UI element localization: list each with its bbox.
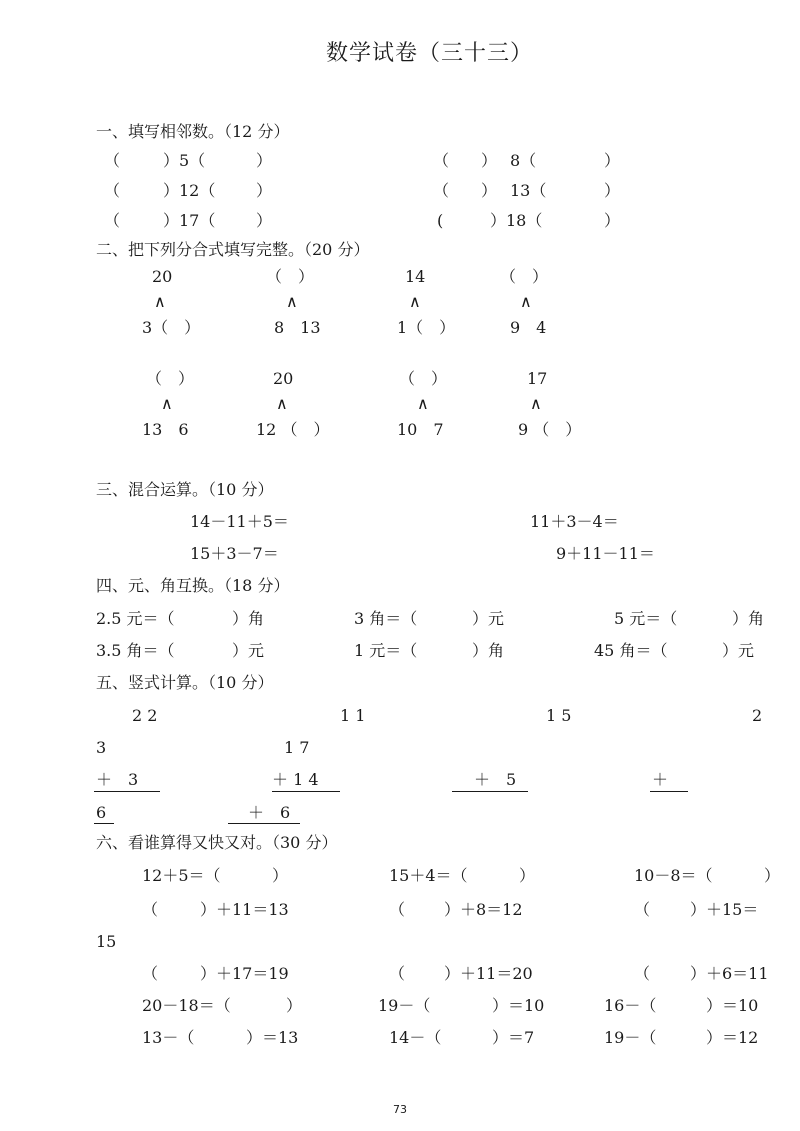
blank-open[interactable]: （	[104, 211, 121, 230]
section-1-heading: 一、填写相邻数。（12 分）	[96, 122, 290, 141]
blank-open[interactable]: (	[437, 211, 444, 230]
blank-open[interactable]: （	[104, 181, 121, 200]
equation-left: 12＋5＝（	[142, 866, 221, 885]
vertical-digits: 2 2	[132, 706, 158, 725]
decomp-bottom: 9 4	[510, 318, 547, 337]
blank-open[interactable]: （	[433, 151, 450, 170]
mixed-expression[interactable]: 15＋3－7＝	[190, 544, 279, 563]
conversion-left: 2.5 元＝（	[96, 609, 175, 628]
split-wedge-icon: ∧	[417, 394, 429, 413]
equation-right[interactable]: ）＝10	[492, 996, 545, 1015]
vertical-digits: 2	[752, 706, 763, 725]
decomp-bottom[interactable]: 1（ ）	[397, 318, 456, 337]
equation-right: ）＋6＝11	[690, 964, 769, 983]
equation-right[interactable]: ）＝7	[492, 1028, 535, 1047]
sum-underline	[650, 791, 688, 792]
split-wedge-icon: ∧	[409, 292, 421, 311]
conversion-right[interactable]: ）角	[232, 609, 265, 628]
blank-close[interactable]: ）	[256, 211, 273, 230]
mixed-expression[interactable]: 14－11＋5＝	[190, 512, 289, 531]
decomp-top: 20	[273, 369, 294, 388]
blank-close[interactable]: ）	[604, 181, 621, 200]
split-wedge-icon: ∧	[286, 292, 298, 311]
equation-wrap: 15	[96, 932, 117, 951]
decomp-bottom: 8 13	[274, 318, 321, 337]
blank-open[interactable]: （	[104, 151, 121, 170]
conversion-left: 3 角＝（	[354, 609, 418, 628]
equation-left: 16－（	[604, 996, 657, 1015]
conversion-left: 3.5 角＝（	[96, 641, 175, 660]
split-wedge-icon: ∧	[161, 394, 173, 413]
section-2-heading: 二、把下列分合式填写完整。（20 分）	[96, 240, 370, 259]
split-wedge-icon: ∧	[520, 292, 532, 311]
decomp-top[interactable]: 20	[152, 267, 173, 286]
equation-right[interactable]: ）	[764, 866, 781, 885]
equation-left: 19－（	[378, 996, 431, 1015]
equation-left[interactable]: （	[389, 964, 406, 983]
vertical-digits: 6	[96, 803, 107, 822]
decomp-bottom[interactable]: 12 （ ）	[256, 420, 330, 439]
sum-underline	[94, 823, 114, 824]
vertical-operand: ＋ 1 4	[272, 770, 319, 789]
section-4-heading: 四、元、角互换。（18 分）	[96, 576, 290, 595]
equation-left: 10－8＝（	[634, 866, 713, 885]
sum-underline	[272, 791, 340, 792]
sum-underline	[228, 823, 300, 824]
number-cell: ）5（	[163, 151, 206, 170]
decomp-bottom[interactable]: 9 （ ）	[518, 420, 582, 439]
split-wedge-icon: ∧	[276, 394, 288, 413]
decomp-top[interactable]: （ ）	[266, 267, 315, 286]
vertical-digits: 1 7	[284, 738, 310, 757]
decomp-top[interactable]: （ ）	[399, 369, 448, 388]
decomp-top: 17	[527, 369, 548, 388]
page-number: 73	[393, 1103, 407, 1116]
blank-close[interactable]: ）	[481, 181, 498, 200]
equation-left[interactable]: （	[389, 900, 406, 919]
equation-left[interactable]: （	[142, 964, 159, 983]
split-wedge-icon: ∧	[154, 292, 166, 311]
split-wedge-icon: ∧	[530, 394, 542, 413]
conversion-right[interactable]: ）元	[232, 641, 265, 660]
equation-left[interactable]: （	[634, 964, 651, 983]
equation-right[interactable]: ）＝13	[246, 1028, 299, 1047]
equation-right: ）＋17＝19	[200, 964, 289, 983]
sum-underline	[94, 791, 160, 792]
equation-right[interactable]: ）＝12	[706, 1028, 759, 1047]
equation-left[interactable]: （	[634, 900, 651, 919]
equation-right[interactable]: ）	[272, 866, 289, 885]
blank-close[interactable]: ）	[604, 151, 621, 170]
mixed-expression[interactable]: 11＋3－4＝	[530, 512, 619, 531]
equation-right: ）＋11＝20	[444, 964, 533, 983]
mixed-expression[interactable]: 9＋11－11＝	[556, 544, 655, 563]
blank-close[interactable]: ）	[481, 151, 498, 170]
vertical-digits: 1 1	[340, 706, 366, 725]
conversion-right[interactable]: ）元	[722, 641, 755, 660]
vertical-operand: ＋ 6	[248, 803, 291, 822]
decomp-bottom: 13 6	[142, 420, 189, 439]
equation-left: 19－（	[604, 1028, 657, 1047]
vertical-digits: 3	[96, 738, 107, 757]
number-cell: ）17（	[163, 211, 216, 230]
section-6-heading: 六、看谁算得又快又对。（30 分）	[96, 833, 338, 852]
conversion-right[interactable]: ）角	[472, 641, 505, 660]
decomp-bottom: 10 7	[397, 420, 444, 439]
number-cell: ）18（	[490, 211, 543, 230]
conversion-left: 1 元＝（	[354, 641, 418, 660]
equation-right: ）＋11＝13	[200, 900, 289, 919]
equation-left[interactable]: （	[142, 900, 159, 919]
conversion-right[interactable]: ）角	[732, 609, 765, 628]
decomp-top[interactable]: （ ）	[500, 267, 549, 286]
blank-open[interactable]: （	[433, 181, 450, 200]
equation-left: 14－（	[389, 1028, 442, 1047]
number-cell: 8（	[510, 151, 537, 170]
equation-left: 15＋4＝（	[389, 866, 468, 885]
blank-close[interactable]: ）	[256, 151, 273, 170]
decomp-top[interactable]: 14	[405, 267, 426, 286]
vertical-operand: ＋	[652, 770, 669, 789]
equation-right[interactable]: ）＝10	[706, 996, 759, 1015]
blank-close[interactable]: ）	[604, 211, 621, 230]
equation-left: 13－（	[142, 1028, 195, 1047]
vertical-digits: 1 5	[546, 706, 572, 725]
decomp-bottom[interactable]: 3（ ）	[142, 318, 201, 337]
conversion-right[interactable]: ）元	[472, 609, 505, 628]
equation-right: ）＋8＝12	[444, 900, 523, 919]
number-cell: 13（	[510, 181, 547, 200]
equation-right[interactable]: ）	[519, 866, 536, 885]
equation-right[interactable]: ）	[286, 996, 303, 1015]
section-5-heading: 五、竖式计算。（10 分）	[96, 673, 274, 692]
number-cell: ）12（	[163, 181, 216, 200]
decomp-top[interactable]: （ ）	[146, 369, 195, 388]
page-title: 数学试卷（三十三）	[326, 41, 534, 66]
blank-close[interactable]: ）	[256, 181, 273, 200]
sum-underline	[452, 791, 528, 792]
conversion-left: 45 角＝（	[594, 641, 668, 660]
section-3-heading: 三、混合运算。（10 分）	[96, 480, 274, 499]
conversion-left: 5 元＝（	[614, 609, 678, 628]
vertical-operand: ＋ 3	[96, 770, 139, 789]
equation-right: ）＋15＝	[690, 900, 759, 919]
vertical-operand: ＋ 5	[474, 770, 517, 789]
equation-left: 20－18＝（	[142, 996, 231, 1015]
